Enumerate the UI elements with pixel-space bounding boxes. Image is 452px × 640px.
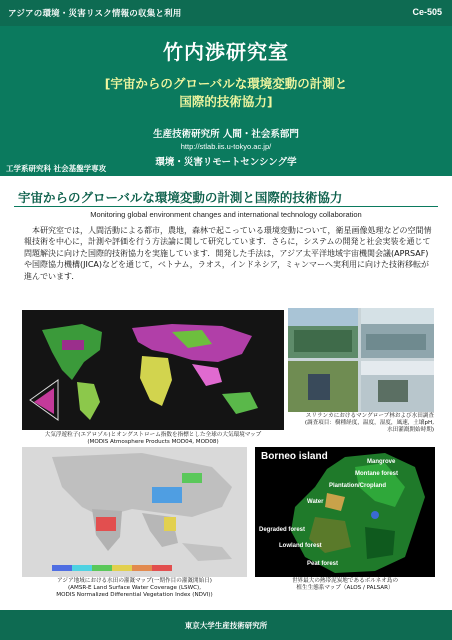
world-aerosol-map-image <box>22 310 284 430</box>
research-field: 環境・災害リモートセンシング学 <box>155 157 297 168</box>
photo-caption: スリランカにおけるマングローブ林および水田調査 (調査項目：樹種経度，温度，湿度，風速，土壌pH, 水田灌漑開始時期) <box>304 413 434 434</box>
label-degraded-forest: Degraded forest <box>259 527 306 533</box>
label-peat-forest: Peat forest <box>307 561 339 567</box>
label-plantation-cropland: Plantation/Cropland <box>329 483 386 489</box>
footer-bar <box>0 610 452 640</box>
title-divider <box>14 206 438 207</box>
label-montane-forest: Montane forest <box>355 471 399 477</box>
department: 生産技術研究所 人間・社会系部門 <box>153 129 299 140</box>
label-lowland-forest: Lowland forest <box>279 543 322 549</box>
borneo-map-graphic <box>255 447 435 577</box>
world-map-graphic <box>22 310 284 430</box>
subtitle-line-1: [宇宙からのグローバルな環境変動の計測と <box>104 76 348 91</box>
lab-url[interactable]: http://stlab.iis.u-tokyo.ac.jp/ <box>180 142 272 151</box>
lab-title: 竹内渉研究室 <box>163 40 289 64</box>
borneo-map-title: Borneo island <box>261 451 328 462</box>
english-title: Monitoring global environment changes and international technology collaboration <box>90 210 362 219</box>
body-paragraph: 本研究室では，人間活動による都市，農地，森林で起こっている環境変動について，衛星画像処理などの空間情報技術を中心に，計測や評価を行う方法論に関して研究しています．さらに，システムの開発と社会実装を通じて問題解決に向けた国際的技術協力を実施しています．開発した手法は，アジア太平洋地域宇宙機関会議(APRSAF)や国際協力機構(JICA)などを通じて，ベトナム，ラオス，インドネシア，ミャンマーへ実利用に向けた技術移転が進んでいます． <box>24 226 432 281</box>
footer-institute: 東京大学生産技術研究所 <box>184 621 268 630</box>
label-mangrove: Mangrove <box>367 459 396 465</box>
header-panel <box>0 26 452 176</box>
asia-irrigation-map-image <box>22 447 247 577</box>
poster-code: Ce-505 <box>412 7 442 17</box>
field-survey-photos <box>288 308 434 412</box>
graduate-school: 工学系研究科 社会基盤学専攻 <box>6 164 107 173</box>
top-bar <box>0 0 452 26</box>
borneo-vegetation-map-image <box>255 447 435 577</box>
world-map-caption: 大気浮遊粒子(エアロゾル)とオングストローム指数を指標とした全球の大気環境マップ (MODIS Atmosphere Products MOD04, MOD08) <box>44 432 262 446</box>
asia-map-graphic <box>22 447 247 577</box>
label-water: Water <box>307 499 324 505</box>
category-label: アジアの環境・災害リスク情報の収集と利用 <box>8 9 182 19</box>
main-title: 宇宙からのグローバルな環境変動の計測と国際的技術協力 <box>18 190 343 205</box>
subtitle-line-2: 国際的技術協力] <box>179 94 273 109</box>
photo-collage-graphic <box>288 308 434 412</box>
asia-map-caption: アジア地域における水田の灌漑マップ(一期作目の灌漑開始日) (AMSR-E Land Surface Water Coverage (LSWC), MODIS Normalized Differential Vegetation Index (NDVI)) <box>56 578 213 599</box>
borneo-map-caption: 世界最大の熱帯泥炭地であるボルネオ島の 植生生態系マップ（ALOS / PALSAR） <box>291 578 399 592</box>
